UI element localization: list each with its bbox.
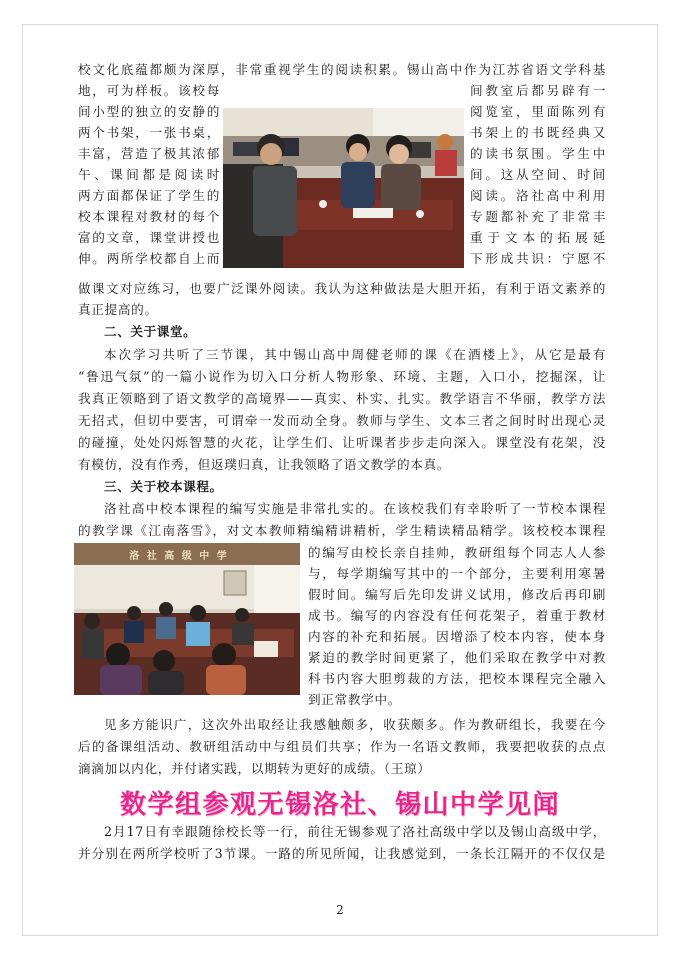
text-line: 间。这从空间、时间 (470, 167, 606, 182)
text-line: 阅览室，里面陈列有 (470, 104, 606, 119)
text-line: 与，每学期编写其中的一个部分，主要利用寒暑 (308, 566, 606, 581)
text-line: 见多方能识广，这次外出取经让我感触颇多，收获颇多。作为教研组长，我要在今 (104, 717, 606, 732)
text-line: 后的备课组活动、教研组活动中与组员们共享；作为一名语文教师，我要把收获的点点 (78, 739, 606, 754)
text-line: 校本课程对教材的每个 (78, 209, 220, 224)
text-line: 真正提高的。 (78, 302, 158, 317)
text-line: “鲁迅气氛”的一篇小说作为切入口分析人物形象、环境、主题，入口小，挖掘深，让 (78, 369, 606, 384)
text-line: 我真正领略到了语文教学的高境界——真实、朴实、扎实。教学语言不华丽，教学方法 (78, 391, 606, 406)
text-line: 2月17日有幸跟随徐校长等一行，前往无锡参观了洛社高级中学以及锡山高级中学， (104, 824, 606, 839)
text-line: 的读书氛围。学生中 (470, 146, 606, 161)
text-line: 内容的补充和拓展。因增添了校本内容，使本身 (308, 629, 606, 644)
text-line: 成书。编写的内容没有任何花架子，着重于教材 (308, 608, 606, 623)
reading-room-photo (223, 108, 464, 268)
text-line: 午、课间都是阅读时 (78, 167, 220, 182)
text-line: 下形成共识：宁愿不 (470, 251, 606, 266)
text-line: 校文化底蕴都颇为深厚，非常重视学生的阅读积累。锡山高中作为江苏省语文学科基 (78, 62, 606, 77)
text-line: 书架上的书既经典又 (470, 125, 606, 140)
text-line: 假时间。编写后先印发讲义试用，修改后再印刷 (308, 587, 606, 602)
text-line: 伸。两所学校都自上而 (78, 251, 220, 266)
text-line: 并分别在两所学校听了3节课。一路的所见所闻，让我感觉到，一条长江隔开的不仅仅是 (78, 846, 606, 861)
text-line: 两方面都保证了学生的 (78, 188, 220, 203)
text-line: 的碰撞，处处闪烁智慧的火花，让学生们、让听课者步步走向深入。课堂没有花架，没 (78, 435, 606, 450)
school-sign: 洛 社 高 级 中 学 (129, 551, 229, 562)
text-line: 间小型的独立的安静的 (78, 104, 220, 119)
text-line: 富的文章，课堂讲授也 (78, 230, 220, 245)
text-line: 做课文对应练习，也要广泛课外阅读。我认为这种做法是大胆开拓，有利于语文素养的 (78, 281, 606, 296)
text-line: 两个书架，一张书桌， (78, 125, 220, 140)
text-line: 重于文本的拓展延 (470, 230, 606, 245)
text-line: 到正常教学中。 (308, 692, 402, 707)
article-title: 数学组参观无锡洛社、锡山中学见闻 (119, 790, 560, 820)
text-line: 洛社高中校本课程的编写实施是非常扎实的。在该校我们有幸聆听了一节校本课程 (104, 501, 606, 516)
section-heading: 二、关于课堂。 (104, 324, 197, 339)
text-line: 阅读。洛社高中利用 (470, 188, 606, 203)
section-heading: 三、关于校本课程。 (104, 479, 223, 494)
text-line: 的编写由校长亲自挂帅，教研组每个同志人人参 (308, 545, 606, 560)
text-line: 地，可为样板。该校每 (78, 83, 220, 98)
luoshe-meeting-photo (74, 543, 300, 695)
text-line: 专题都补充了非常丰 (470, 209, 606, 224)
text-line: 科书内容大胆剪裁的方法，把校本课程完全融入 (308, 671, 606, 686)
text-line: 丰富，营造了极其浓郁 (78, 146, 220, 161)
page-number: 2 (336, 903, 344, 917)
text-line: 有模仿，没有作秀，但返璞归真，让我领略了语文教学的本真。 (78, 457, 451, 472)
text-line: 滴滴加以内化，并付诸实践，以期转为更好的成绩。（王琼） (78, 761, 431, 776)
text-line: 间教室后都另辟有一 (470, 83, 606, 98)
text-line: 本次学习共听了三节课，其中锡山高中周健老师的课《在酒楼上》，从它是最有 (104, 347, 606, 362)
text-line: 无招式，但切中要害，可谓牵一发而动全身。教师与学生、文本三者之间时时出现心灵 (78, 413, 606, 428)
text-line: 紧迫的教学时间更紧了，他们采取在教学中对教 (308, 650, 606, 665)
text-line: 的教学课《江南落雪》，对文本教师精编精讲精析，学生精读精品精学。该校校本课程 (78, 523, 606, 538)
